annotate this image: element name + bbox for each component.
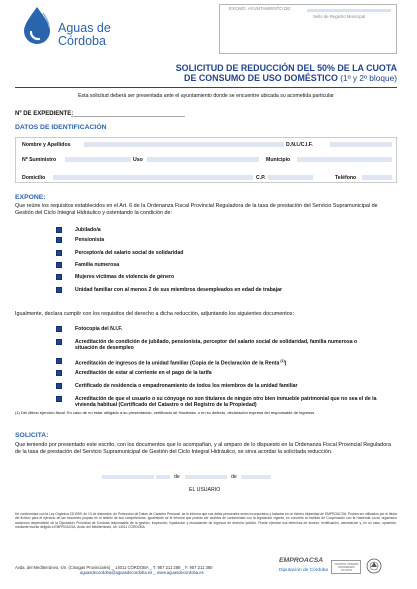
quality-certification-text: CONTROL INTERNO PROGRAMAS ACTIVOS <box>334 563 359 573</box>
solicita-heading: SOLICITA: <box>15 432 49 439</box>
doc-label-nif: Fotocopia del N.I.F. <box>75 326 123 332</box>
checkbox-empadronamiento[interactable] <box>56 383 62 389</box>
doc-label-pago-tarifa: Acreditación de estar al corriente en el pago de la tarifa <box>75 370 212 376</box>
title-line1: SOLICITUD DE REDUCCIÓN DEL 50% DE LA CUOTA <box>175 63 397 73</box>
checkbox-label-salario-social: Perceptor/a del salario social de solidaridad <box>75 250 184 256</box>
checkbox-label-familia-numerosa: Familia numerosa <box>75 262 120 268</box>
doc-label-empadronamiento: Certificado de residencia o empadronamiento de todos los miembros de la unidad familiar <box>75 383 298 389</box>
checkbox-label-violencia-genero: Mujeres víctimas de violencia de género <box>75 274 175 280</box>
user-signature-label: EL USUARIO <box>189 487 221 493</box>
checkbox-acreditacion-condicion[interactable] <box>56 339 62 345</box>
checkbox-salario-social[interactable] <box>56 250 62 256</box>
day-field[interactable] <box>156 475 170 479</box>
footer-contact: aguasdecordoba@aguasdecordoba.es _ www.aguasdecordoba.es <box>80 570 204 575</box>
solicita-text: Que teniendo por presentado este escrito, con los documentos que lo acompañan, y al amparo de lo dispuesto en la Ordenanza Fiscal Provincial Reguladora de la tasa de prestación del Servicio Supramunicipal de Gestión del Ciclo Integral Hidráulico, se sirva acordar la solicitada reducción. <box>15 442 392 455</box>
form-title <box>150 63 397 83</box>
submission-note: Esta solicitud deberá ser presentada ante el ayuntamiento donde se encuentre ubicada su acometida particular <box>78 93 334 99</box>
doc-label-ingresos-text: Acreditación de ingresos de la unidad familiar (Copia de la Declaración de la Renta <box>75 360 280 367</box>
checkbox-label-jubilado: Jubilado/a <box>75 227 101 233</box>
renta-footnote-ref: (1) <box>279 359 285 363</box>
certification-seal-icon <box>366 558 382 574</box>
cp-field[interactable] <box>268 175 313 180</box>
logo-text-line1: Aguas de <box>58 21 111 35</box>
checkbox-jubilado[interactable] <box>56 227 62 233</box>
doc-label-bien-inmueble: Acreditación de que el usuario o su cónyuge no son titulares de ningún otro bien inmueble patrimonial que no sea el de la vivienda habitual (Certificado del Catastro o del Registro de la Propiedad) <box>75 396 377 409</box>
identificacion-heading: DATOS DE IDENTIFICACIÓN <box>15 124 107 131</box>
nombre-field[interactable] <box>84 142 284 147</box>
diputacion-label: Diputación de Córdoba <box>279 568 329 573</box>
telefono-label: Teléfono <box>335 175 357 181</box>
renta-close-paren: ) <box>284 360 287 367</box>
suministro-label: Nº Suministro <box>22 157 57 163</box>
expediente-label: Nº DE EXPEDIENTE: <box>15 111 74 117</box>
stamp-label: EXCMO. AYUNTAMIENTO DE: <box>229 6 292 11</box>
checkbox-bien-inmueble[interactable] <box>56 396 62 402</box>
date-de-1: de <box>174 474 180 480</box>
telefono-field[interactable] <box>362 175 392 180</box>
municipio-field[interactable] <box>297 157 392 162</box>
dni-label: D.N.I./C.I.F. <box>286 142 313 148</box>
suministro-field[interactable] <box>65 157 131 162</box>
stamp-subtitle: Sello de Registro Municipal <box>313 14 366 19</box>
domicilio-field[interactable] <box>53 175 253 180</box>
doc-label-acreditacion-condicion: Acreditación de condición de jubilado, pensionista, perceptor del salario social de solidaridad, familia numerosa o situación de desempleo <box>75 339 358 352</box>
title-line2-small: (1º y 2º bloque) <box>337 73 397 83</box>
dni-field[interactable] <box>330 142 392 147</box>
expone-text: Que reúne los requisitos establecidos en el Art. 6 de la Ordenanza Fiscal Provincial Reguladora de la tasa de prestación del Servicio Supramunicipal de Gestión del Ciclo Integral Hidráulico y ostentando la condición de: <box>15 203 378 216</box>
checkbox-label-pensionista: Pensionista <box>75 237 105 243</box>
uso-label: Uso <box>133 157 143 163</box>
checkbox-familia-numerosa[interactable] <box>56 262 62 268</box>
data-protection-notice: De conformidad con la Ley Orgánica 15/1999, de 13 de diciembre, de Protección de Datos de Carácter Personal, se le informa que sus datos personales serán incorporados y tratados en un fichero titularidad de EMPROACSA. Podrán ser utilizados por el titular del fichero para el ejercicio de las funciones propias en el ámbito de sus competencias. Igualmente se le informa que podrán ser cedidos de conformidad con la legislación vigente, en concreto al Instituto de Cooperación con la Hacienda Local, organismo autónomo dependiente de la Diputación Provincial de Córdoba responsable de la gestión, inspección, liquidación y recaudación de ingresos de derecho público. Puede ejercitar sus derechos de acceso, rectificación, cancelación y, en su caso, oposición, mediante escrito dirigido a EMPROACSA, Avda. del Mediterráneo, s/n 14011 CÓRDOBA <box>15 512 397 529</box>
checkbox-pensionista[interactable] <box>56 237 62 243</box>
checkbox-pago-tarifa[interactable] <box>56 370 62 376</box>
year-field[interactable] <box>241 475 271 479</box>
checkbox-desempleados[interactable] <box>56 287 62 293</box>
aguas-de-cordoba-logo-icon <box>17 4 57 44</box>
checkbox-label-desempleados: Unidad familiar con al menos 2 de sus miembros desempleados en edad de trabajar <box>75 287 282 293</box>
municipio-label: Municipio <box>266 157 291 163</box>
expone-heading: EXPONE: <box>15 194 46 201</box>
footer-address: Avda. del Mediterráneo, s/n. (Cinagas Provinciales) _ 14011 CÓRDOBA _ T. 957 211 288 _ F. 957 211 380 <box>15 565 213 570</box>
month-field[interactable] <box>185 475 227 479</box>
expediente-field[interactable] <box>71 116 185 117</box>
checkbox-nif[interactable] <box>56 326 62 332</box>
emproacsa-logo: EMPROACSA <box>279 557 324 564</box>
checkbox-violencia-genero[interactable] <box>56 274 62 280</box>
declara-text: Igualmente, declara cumplir con los requisitos del derecho a dicha reducción, adjuntando los siguientes documentos: <box>15 311 294 317</box>
uso-field[interactable] <box>147 157 259 162</box>
doc-label-ingresos <box>75 358 385 367</box>
cp-label: C.P. <box>256 175 266 181</box>
nombre-label: Nombre y Apellidos <box>22 142 71 148</box>
renta-footnote: (1) Del último ejercicio fiscal. En caso de no estar obligado a su presentación, certificado de Hacienda, o en su defecto, declaración expresa del responsable de ingresos <box>15 410 315 415</box>
logo-text-line2: Córdoba <box>58 34 106 48</box>
title-line2-main: DE CONSUMO DE USO DOMÉSTICO <box>184 73 338 83</box>
title-line2 <box>150 73 397 83</box>
date-de-2: de <box>231 474 237 480</box>
ayuntamiento-field[interactable] <box>307 9 391 12</box>
domicilio-label: Domicilio <box>22 175 46 181</box>
checkbox-ingresos[interactable] <box>56 358 62 364</box>
title-divider <box>15 87 397 88</box>
place-field[interactable] <box>102 475 154 479</box>
